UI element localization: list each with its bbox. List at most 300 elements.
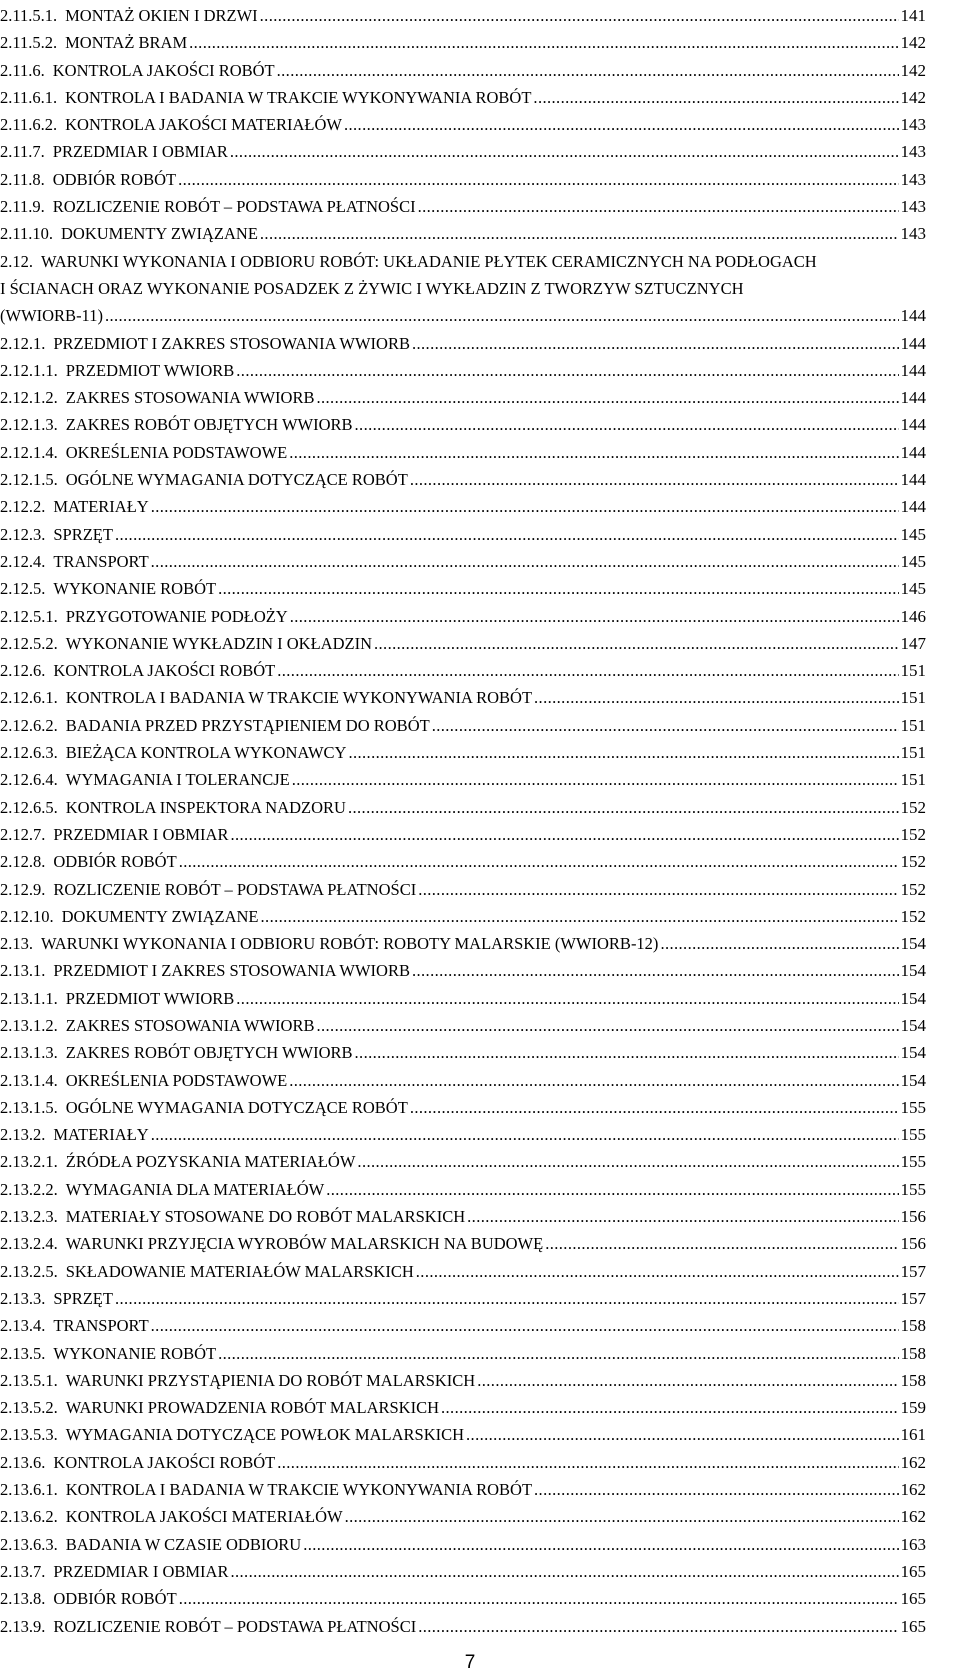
toc-entry-number: 2.13.2.2. [0, 1179, 58, 1199]
toc-entry-page: 144 [900, 415, 926, 435]
toc-entry-label [0, 220, 258, 247]
toc-entry-title: ODBIÓR ROBÓT [53, 852, 177, 872]
toc-entry-label [0, 1203, 465, 1230]
toc-entry-page: 157 [900, 1288, 926, 1308]
toc-entry-label [0, 657, 275, 684]
toc-entry-label [0, 1067, 287, 1094]
dot-leader [151, 493, 899, 520]
toc-entry-number: 2.13.1.3. [0, 1043, 58, 1063]
toc-entry[interactable] [0, 220, 926, 247]
toc-entry-number: 2.13. [0, 934, 33, 954]
dot-leader [230, 1558, 898, 1585]
toc-entry-title: TRANSPORT [53, 551, 149, 571]
toc-entry-number: 2.12.6. [0, 661, 46, 681]
toc-entry-page: 142 [900, 87, 926, 107]
dot-leader [178, 166, 898, 193]
toc-entry-title: OGÓLNE WYMAGANIA DOTYCZĄCE ROBÓT [65, 1097, 408, 1117]
toc-entry-number: 2.13.6.2. [0, 1507, 58, 1527]
toc-entry-number: 2.13.2.1. [0, 1152, 58, 1172]
toc-entry-label [0, 29, 187, 56]
toc-entry-title: MONTAŻ BRAM [65, 33, 188, 53]
toc-entry-title: PRZEDMIOT WWIORB [65, 360, 235, 380]
toc-entry[interactable] [0, 1613, 926, 1640]
dot-leader [416, 1258, 899, 1285]
toc-entry-page: 156 [900, 1207, 926, 1227]
toc-entry-page: 154 [900, 934, 926, 954]
dot-leader [316, 1012, 898, 1039]
toc-entry-page: 151 [900, 715, 926, 735]
toc-entry-number: 2.13.5.1. [0, 1370, 58, 1390]
toc-entry-title: KONTROLA I BADANIA W TRAKCIE WYKONYWANIA ROBÓT [65, 688, 533, 708]
dot-leader [467, 1203, 898, 1230]
toc-entry[interactable] [0, 1421, 926, 1448]
toc-entry-number: 2.12.5. [0, 579, 46, 599]
toc-entry[interactable] [0, 1531, 926, 1558]
toc-entry-number: 2.13.5.3. [0, 1425, 58, 1445]
toc-entry-label [0, 1340, 216, 1367]
toc-entry-number: 2.13.1.2. [0, 1015, 58, 1035]
toc-entry-page: 154 [900, 988, 926, 1008]
toc-entry-title: ZAKRES ROBÓT OBJĘTYCH WWIORB [65, 415, 353, 435]
table-of-contents [0, 2, 926, 1640]
toc-entry[interactable] [0, 548, 926, 575]
toc-entry-number: 2.12.8. [0, 852, 46, 872]
toc-entry[interactable] [0, 1558, 926, 1585]
toc-entry-number: 2.12.6.2. [0, 715, 58, 735]
toc-entry-page: 143 [900, 169, 926, 189]
toc-entry-label [0, 794, 346, 821]
toc-entry[interactable] [0, 1312, 926, 1339]
toc-entry-number: 2.12.6.1. [0, 688, 58, 708]
toc-entry-label [0, 903, 259, 930]
toc-entry[interactable] [0, 521, 926, 548]
dot-leader [179, 1585, 899, 1612]
toc-entry-label [0, 111, 342, 138]
toc-entry-label [0, 548, 149, 575]
toc-entry-number: 2.12.2. [0, 497, 46, 517]
dot-leader [292, 766, 899, 793]
toc-entry-page: 156 [900, 1234, 926, 1254]
toc-entry-number: 2.12.10. [0, 906, 54, 926]
toc-entry-title: OGÓLNE WYMAGANIA DOTYCZĄCE ROBÓT [65, 470, 408, 490]
toc-entry[interactable] [0, 466, 926, 493]
toc-entry-title: KONTROLA JAKOŚCI ROBÓT [53, 661, 276, 681]
toc-entry-page: 142 [900, 33, 926, 53]
toc-entry-number: 2.11.5.1. [0, 6, 58, 25]
toc-entry-page: 154 [900, 1015, 926, 1035]
toc-entry-page: 144 [900, 442, 926, 462]
toc-entry-number: 2.12.6.4. [0, 770, 58, 790]
toc-entry-page: 147 [900, 633, 926, 653]
toc-entry-label [0, 1258, 414, 1285]
toc-entry-page: 152 [900, 852, 926, 872]
toc-entry[interactable] [0, 138, 926, 165]
toc-entry-label [0, 712, 430, 739]
dot-leader [534, 684, 898, 711]
toc-entry-title: KONTROLA JAKOŚCI MATERIAŁÓW [65, 1507, 343, 1527]
toc-entry-number: 2.11.6. [0, 60, 45, 80]
toc-entry-title: WYMAGANIA DLA MATERIAŁÓW [65, 1179, 325, 1199]
toc-entry-label [0, 466, 408, 493]
dot-leader [218, 1340, 898, 1367]
toc-entry-number: 2.12.9. [0, 879, 46, 899]
toc-entry-page: 144 [900, 360, 926, 380]
toc-entry-label [0, 766, 290, 793]
toc-entry[interactable] [0, 248, 926, 330]
toc-entry-page: 145 [900, 579, 926, 599]
toc-entry-number: 2.12.1.4. [0, 442, 58, 462]
toc-entry[interactable] [0, 2, 926, 29]
toc-entry[interactable] [0, 84, 926, 111]
toc-entry-number: 2.12.1. [0, 333, 46, 353]
dot-leader [189, 29, 898, 56]
toc-entry-page: 144 [900, 497, 926, 517]
toc-entry-number: 2.13.6.3. [0, 1534, 58, 1554]
toc-entry-label [0, 630, 372, 657]
toc-entry[interactable] [0, 657, 926, 684]
toc-entry-page: 143 [900, 197, 926, 217]
toc-entry-title: PRZEDMIOT WWIORB [65, 988, 235, 1008]
toc-entry-label [0, 1613, 416, 1640]
toc-entry-page: 145 [900, 524, 926, 544]
dot-leader [260, 220, 899, 247]
toc-entry-title: ZAKRES ROBÓT OBJĘTYCH WWIORB [65, 1043, 353, 1063]
toc-entry-number: 2.11.8. [0, 169, 45, 189]
toc-entry-label [0, 1121, 149, 1148]
toc-entry-page: 152 [900, 824, 926, 844]
toc-entry[interactable] [0, 957, 926, 984]
toc-entry[interactable] [0, 357, 926, 384]
toc-entry-page: 152 [900, 906, 926, 926]
toc-entry[interactable] [0, 1340, 926, 1367]
toc-entry-number: 2.13.6.1. [0, 1480, 58, 1500]
dot-leader [418, 193, 899, 220]
toc-entry-label [0, 1285, 113, 1312]
toc-entry-page: 145 [900, 551, 926, 571]
toc-entry-number: 2.12.5.1. [0, 606, 58, 626]
toc-entry[interactable] [0, 193, 926, 220]
toc-entry-title: WYMAGANIA I TOLERANCJE [65, 770, 290, 790]
toc-entry-title: ROZLICZENIE ROBÓT – PODSTAWA PŁATNOŚCI [53, 879, 417, 899]
toc-entry-label [0, 193, 416, 220]
toc-entry-number: 2.12.6.3. [0, 743, 58, 763]
toc-entry-title: ZAKRES STOSOWANIA WWIORB [65, 388, 315, 408]
toc-entry-label [0, 439, 287, 466]
toc-entry[interactable] [0, 1476, 926, 1503]
toc-entry-page: 151 [900, 743, 926, 763]
toc-entry-number: 2.13.4. [0, 1316, 46, 1336]
toc-entry-page: 143 [900, 115, 926, 135]
toc-entry-label [0, 848, 177, 875]
toc-entry[interactable] [0, 330, 926, 357]
toc-entry[interactable] [0, 411, 926, 438]
toc-entry-label [0, 930, 658, 957]
toc-entry[interactable] [0, 29, 926, 56]
toc-entry-label [0, 1012, 314, 1039]
toc-entry[interactable] [0, 439, 926, 466]
toc-entry-title: WYKONANIE WYKŁADZIN I OKŁADZIN [65, 633, 372, 653]
toc-entry[interactable] [0, 876, 926, 903]
toc-entry-number: 2.12. [0, 251, 33, 271]
toc-entry-page: 151 [900, 688, 926, 708]
toc-entry-label [0, 1476, 532, 1503]
dot-leader [348, 794, 899, 821]
dot-leader [344, 111, 899, 138]
toc-entry-page: 155 [900, 1097, 926, 1117]
toc-entry-title: MATERIAŁY STOSOWANE DO ROBÓT MALARSKICH [65, 1207, 466, 1227]
toc-entry-title: ZAKRES STOSOWANIA WWIORB [65, 1015, 315, 1035]
toc-entry-number: 2.12.1.3. [0, 415, 58, 435]
dot-leader [410, 466, 899, 493]
toc-entry-page: 143 [900, 142, 926, 162]
toc-entry-title: PRZEDMIAR I OBMIAR [53, 824, 229, 844]
toc-entry-number: 2.13.2.5. [0, 1261, 58, 1281]
toc-entry-title: PRZEDMIAR I OBMIAR [53, 1561, 229, 1581]
toc-entry-page: 158 [900, 1370, 926, 1390]
toc-entry-page: 155 [900, 1152, 926, 1172]
toc-entry[interactable] [0, 684, 926, 711]
toc-entry-number: 2.13.5. [0, 1343, 46, 1363]
toc-entry[interactable] [0, 1394, 926, 1421]
toc-entry-page: 154 [900, 1070, 926, 1090]
toc-entry-label [0, 493, 149, 520]
toc-entry-number: 2.11.5.2. [0, 33, 58, 53]
toc-entry-page: 154 [900, 1043, 926, 1063]
toc-entry-number: 2.12.4. [0, 551, 46, 571]
toc-entry-number: 2.12.1.2. [0, 388, 58, 408]
dot-leader [432, 712, 899, 739]
dot-leader [260, 2, 899, 29]
toc-entry-title: KONTROLA JAKOŚCI ROBÓT [53, 1452, 276, 1472]
toc-entry-title: SPRZĘT [53, 1288, 113, 1308]
toc-entry[interactable] [0, 57, 926, 84]
toc-entry-number: 2.13.1.1. [0, 988, 58, 1008]
toc-entry-title: BADANIA W CZASIE ODBIORU [65, 1534, 302, 1554]
dot-leader [355, 1039, 899, 1066]
toc-entry-page: 151 [900, 770, 926, 790]
toc-entry-number: 2.13.3. [0, 1288, 46, 1308]
toc-entry-title: ROZLICZENIE ROBÓT – PODSTAWA PŁATNOŚCI [53, 1616, 417, 1636]
toc-entry[interactable] [0, 384, 926, 411]
toc-entry-label [0, 1503, 343, 1530]
toc-entry-label [0, 1094, 408, 1121]
toc-entry-label [0, 1558, 228, 1585]
toc-entry-label [0, 1531, 301, 1558]
toc-entry-page: 143 [900, 224, 926, 244]
toc-entry-title: DOKUMENTY ZWIĄZANE [61, 224, 258, 244]
dot-leader [660, 930, 898, 957]
dot-leader [151, 548, 899, 575]
toc-entry-title: WARUNKI WYKONANIA I ODBIORU ROBÓT: UKŁADANIE PŁYTEK CERAMICZNYCH NA PODŁOGACH [41, 251, 817, 271]
dot-leader [218, 575, 898, 602]
dot-leader [151, 1121, 899, 1148]
dot-leader [545, 1230, 898, 1257]
toc-entry[interactable] [0, 1176, 926, 1203]
toc-entry-page: 165 [900, 1616, 926, 1636]
dot-leader [105, 302, 899, 329]
dot-leader [326, 1176, 898, 1203]
toc-entry-number: 2.12.3. [0, 524, 46, 544]
toc-entry[interactable] [0, 766, 926, 793]
toc-entry-page: 158 [900, 1343, 926, 1363]
toc-entry-label [0, 876, 416, 903]
toc-entry-label [0, 821, 228, 848]
toc-entry[interactable] [0, 739, 926, 766]
toc-entry-number: 2.12.7. [0, 824, 46, 844]
toc-entry[interactable] [0, 1367, 926, 1394]
toc-entry-label [0, 684, 532, 711]
toc-entry-number: 2.11.6.2. [0, 115, 58, 135]
toc-entry[interactable] [0, 794, 926, 821]
toc-entry-label [0, 985, 234, 1012]
dot-leader [151, 1312, 899, 1339]
toc-entry[interactable] [0, 1121, 926, 1148]
dot-leader [261, 903, 899, 930]
toc-entry[interactable] [0, 1012, 926, 1039]
toc-entry-title: WYKONANIE ROBÓT [53, 579, 217, 599]
toc-entry[interactable] [0, 1067, 926, 1094]
toc-entry-title: WARUNKI PRZYSTĄPIENIA DO ROBÓT MALARSKICH [65, 1370, 476, 1390]
toc-entry-label [0, 2, 258, 29]
dot-leader [410, 1094, 899, 1121]
dot-leader [466, 1421, 898, 1448]
toc-entry-page: 158 [900, 1316, 926, 1336]
toc-entry[interactable] [0, 603, 926, 630]
toc-entry[interactable] [0, 848, 926, 875]
toc-entry-title: OKREŚLENIA PODSTAWOWE [65, 1070, 288, 1090]
toc-entry-label [0, 330, 410, 357]
dot-leader [115, 1285, 899, 1312]
toc-entry[interactable] [0, 575, 926, 602]
dot-leader [533, 84, 898, 111]
toc-entry[interactable] [0, 166, 926, 193]
dot-leader [316, 384, 898, 411]
toc-entry[interactable] [0, 1148, 926, 1175]
toc-entry[interactable] [0, 1203, 926, 1230]
toc-entry-page: 146 [900, 606, 926, 626]
toc-entry-number: 2.11.6.1. [0, 87, 58, 107]
toc-entry-label [0, 1367, 475, 1394]
toc-entry[interactable] [0, 630, 926, 657]
toc-entry-label [0, 957, 410, 984]
dot-leader [115, 521, 899, 548]
toc-entry[interactable] [0, 930, 926, 957]
toc-entry[interactable] [0, 821, 926, 848]
toc-entry[interactable] [0, 1449, 926, 1476]
dot-leader [289, 439, 898, 466]
toc-entry-page: 144 [900, 388, 926, 408]
toc-entry[interactable] [0, 1503, 926, 1530]
toc-entry-title: MONTAŻ OKIEN I DRZWI [65, 6, 258, 25]
toc-entry-label [0, 1585, 177, 1612]
toc-entry[interactable] [0, 111, 926, 138]
toc-entry-number: 2.13.2.4. [0, 1234, 58, 1254]
dot-leader [534, 1476, 898, 1503]
dot-leader [418, 876, 898, 903]
toc-entry-page: 163 [900, 1534, 926, 1554]
toc-entry-page: 141 [900, 6, 926, 25]
toc-entry-title: ODBIÓR ROBÓT [53, 1589, 177, 1609]
toc-entry-title: OKREŚLENIA PODSTAWOWE [65, 442, 288, 462]
toc-entry-title: WARUNKI WYKONANIA I ODBIORU ROBÓT: ROBOTY MALARSKIE (WWIORB-12) [41, 934, 659, 954]
dot-leader [441, 1394, 899, 1421]
toc-entry-title: BIEŻĄCA KONTROLA WYKONAWCY [65, 743, 347, 763]
toc-entry-number: 2.13.7. [0, 1561, 46, 1581]
dot-leader [236, 985, 898, 1012]
dot-leader [345, 1503, 899, 1530]
toc-entry[interactable] [0, 1285, 926, 1312]
toc-entry-page: 162 [900, 1480, 926, 1500]
toc-entry-number: 2.13.8. [0, 1589, 46, 1609]
toc-entry-page: 155 [900, 1179, 926, 1199]
toc-entry-title: DOKUMENTY ZWIĄZANE [61, 906, 259, 926]
toc-entry-label [0, 1312, 149, 1339]
toc-entry-number: 2.12.6.5. [0, 797, 58, 817]
toc-entry-page: 165 [900, 1589, 926, 1609]
toc-entry[interactable] [0, 1230, 926, 1257]
dot-leader [289, 1067, 898, 1094]
toc-entry-title-continued: I ŚCIANACH ORAZ WYKONANIE POSADZEK Z ŻYWIC I WYKŁADZIN Z TWORZYW SZTUCZNYCH [0, 278, 744, 298]
toc-entry-label [0, 84, 531, 111]
toc-entry-title: BADANIA PRZED PRZYSTĄPIENIEM DO ROBÓT [65, 715, 430, 735]
toc-entry-title: PRZYGOTOWANIE PODŁOŻY [65, 606, 288, 626]
dot-leader [303, 1531, 898, 1558]
toc-entry-label [0, 1449, 275, 1476]
toc-entry-number: 2.11.10. [0, 224, 54, 244]
toc-entry-label [0, 1148, 355, 1175]
toc-entry[interactable] [0, 1585, 926, 1612]
toc-entry-label [0, 575, 216, 602]
toc-entry-number: 2.13.1.4. [0, 1070, 58, 1090]
toc-entry-title: KONTROLA I BADANIA W TRAKCIE WYKONYWANIA ROBÓT [65, 1480, 533, 1500]
page-number: 7 [464, 1652, 476, 1673]
dot-leader [357, 1148, 898, 1175]
toc-entry-title: PRZEDMIOT I ZAKRES STOSOWANIA WWIORB [53, 333, 410, 353]
toc-entry-page: 152 [900, 797, 926, 817]
toc-entry-page: 144 [900, 333, 926, 353]
toc-entry[interactable] [0, 903, 926, 930]
toc-entry-title: WYKONANIE ROBÓT [53, 1343, 217, 1363]
toc-entry-label [0, 1039, 353, 1066]
toc-entry-title: WARUNKI PROWADZENIA ROBÓT MALARSKICH [65, 1398, 439, 1418]
toc-entry[interactable] [0, 712, 926, 739]
dot-leader [355, 411, 899, 438]
toc-entry-label [0, 521, 113, 548]
toc-entry-label [0, 357, 234, 384]
dot-leader [412, 957, 899, 984]
toc-entry-title: ROZLICZENIE ROBÓT – PODSTAWA PŁATNOŚCI [52, 197, 416, 217]
toc-entry-title: PRZEDMIAR I OBMIAR [52, 142, 228, 162]
dot-leader [230, 821, 898, 848]
toc-entry-number: 2.13.1. [0, 961, 46, 981]
toc-entry[interactable] [0, 985, 926, 1012]
dot-leader [277, 57, 899, 84]
toc-entry-page: 144 [900, 470, 926, 490]
toc-entry[interactable] [0, 493, 926, 520]
toc-entry-label [0, 1394, 439, 1421]
toc-entry[interactable] [0, 1094, 926, 1121]
dot-leader [179, 848, 899, 875]
toc-entry-page: 161 [900, 1425, 926, 1445]
dot-leader [348, 739, 898, 766]
dot-leader [277, 657, 898, 684]
toc-entry[interactable] [0, 1258, 926, 1285]
toc-entry-number: 2.12.1.5. [0, 470, 58, 490]
dot-leader [236, 357, 898, 384]
toc-entry[interactable] [0, 1039, 926, 1066]
toc-entry-title: KONTROLA I BADANIA W TRAKCIE WYKONYWANIA ROBÓT [65, 87, 532, 107]
toc-entry-label [0, 57, 275, 84]
